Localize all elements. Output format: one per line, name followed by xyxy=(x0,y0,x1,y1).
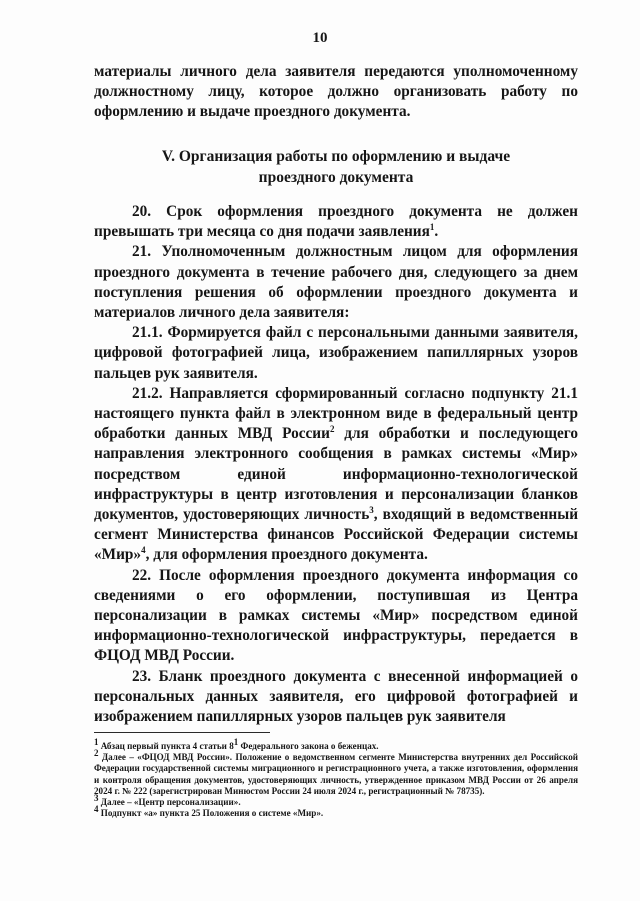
footnotes xyxy=(94,736,578,819)
section-heading xyxy=(94,146,578,188)
intro-paragraph xyxy=(94,62,578,123)
paragraph-20-text: 20. Срок оформления проездного документа не должен превышать три месяца со дня подачи заявления xyxy=(94,203,578,241)
footnote-2 xyxy=(94,748,578,797)
footnote-1-text-b: Федерального закона о беженцах. xyxy=(238,741,379,751)
footnote-4 xyxy=(94,804,578,819)
footnote-1-mark: 1 xyxy=(94,736,99,747)
paragraph-21-2-part-a: 21.2. Направляется сформированный согласно подпункту 21.1 настоящего пункта файл в электронном виде в федеральный центр обработки данных МВД России xyxy=(94,384,578,443)
paragraph-21-1: 21.1. Формируется файл с персональными данными заявителя, цифровой фотографией лица, изображением папиллярных узоров пальцев рук заявителя. xyxy=(94,324,578,382)
footnote-ref-2: 2 xyxy=(329,424,335,435)
footnote-divider xyxy=(94,732,270,733)
footnote-3 xyxy=(94,792,578,808)
section-heading-line1: V. Организация работы по оформлению и выдаче xyxy=(161,148,511,165)
footnote-2-mark: 2 xyxy=(94,748,99,759)
footnote-1-sup: 1 xyxy=(233,736,239,747)
paragraph-21-2-part-c: , входящий в ведомственный сегмент Министерства финансов Российской Федерации системы «Мир» xyxy=(94,506,579,564)
footnote-ref-4: 4 xyxy=(141,545,146,556)
paragraph-23: 23. Бланк проездного документа с внесенной информацией о персональных данных заявителя, его цифровой фотографией и изображением папиллярных узоров пальцев рук заявителя xyxy=(94,667,578,726)
paragraph-20 xyxy=(94,202,578,242)
footnote-ref-3: 3 xyxy=(369,504,374,515)
paragraph-21: 21. Уполномоченным должностным лицом для оформления проездного документа в течение рабочего дня, следующего за днем поступления решения об оформлении проездного документа и материалов личного дела заявителя: xyxy=(94,243,578,322)
footnote-3-text: Далее – «Центр персонализации». xyxy=(98,797,241,808)
footnote-2-text: Далее – «ФЦОД МВД России». Положение о ведомственном сегменте Министерства внутренних дел Российской Федерации государственной системы миграционного и регистрационного учета, а также изготовления, оформления и контроля обращения документов, удостоверяющих личность, утвержденное приказом МВД России от 26 апреля 2024 г. № 222 (зарегистрирован Минюстом России 24 июля 2024 г., регистрационный № 78735). xyxy=(94,752,578,796)
footnote-1-text-a: Абзац первый пункта 4 статьи 8 xyxy=(98,741,234,751)
paragraph-20-end: . xyxy=(434,223,439,241)
paragraph-21-2-part-d: , для оформления проездного документа. xyxy=(145,546,428,564)
footnote-4-mark: 4 xyxy=(94,804,99,815)
footnote-4-text: Подпункт «а» пункта 25 Положения о системе «Мир». xyxy=(98,808,324,819)
footnote-ref-1: 1 xyxy=(429,222,435,233)
paragraph-22: 22. После оформления проездного документа информация со сведениями о его оформлении, поступившая из Центра персонализации в рамках системы «Мир» посредством единой информационно-технологической инфраструктуры, передается в ФЦОД МВД России. xyxy=(94,566,578,665)
main-text xyxy=(94,202,578,727)
footnote-1 xyxy=(94,736,578,752)
paragraph-21-2-part-b: для обработки и последующего направления электронного сообщения в рамках системы «Мир» посредством единой информационно-технологической инфраструктуры в центр изготовления и персонализации бланков документов, удостоверяющих личность xyxy=(94,425,579,524)
footnote-3-mark: 3 xyxy=(94,792,99,803)
page-number: 10 xyxy=(312,30,328,46)
section-heading-line2: проездного документа xyxy=(258,169,414,186)
paragraph-21-2 xyxy=(94,384,578,566)
intro-text: материалы личного дела заявителя передаются уполномоченному должностному лицу, которое должно организовать работу по оформлению и выдаче проездного документа. xyxy=(94,63,578,121)
